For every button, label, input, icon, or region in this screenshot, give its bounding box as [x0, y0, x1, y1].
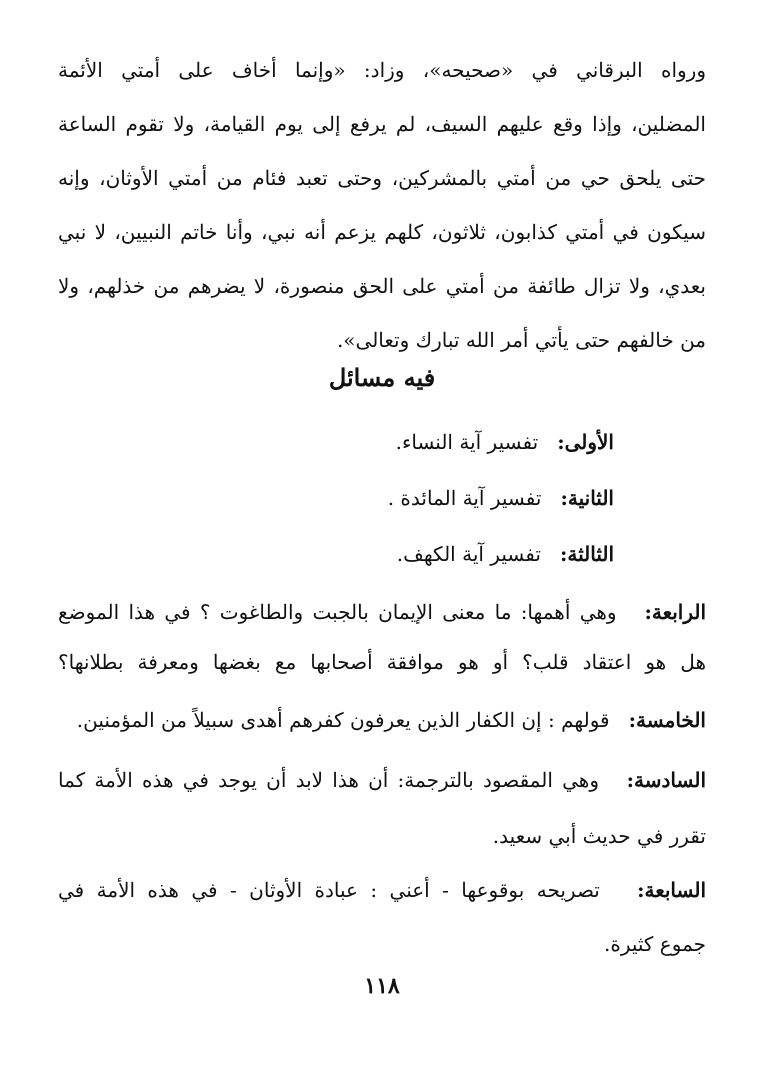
hadith-line-1: ورواه البرقاني في «صحيحه»، وزاد: «وإنما أخاف على أمتي الأئمة	[58, 58, 706, 82]
issue-text: تفسير آية الكهف.	[396, 542, 541, 566]
issue-text: تصريحه بوقوعها - أعني : عبادة الأوثان - في هذه الأمة في	[58, 878, 600, 902]
issue-7-line-1	[58, 866, 706, 914]
issue-7-line-2: جموع كثيرة.	[603, 932, 706, 956]
issue-6-line-2: تقرر في حديث أبي سعيد.	[492, 824, 706, 848]
hadith-line-3: حتى يلحق حي من أمتي بالمشركين، وحتى تعبد فئام من أمتي الأوثان، وإنه	[58, 166, 706, 190]
issue-text: وهي المقصود بالترجمة: أن هذا لابد أن يوجد في هذه الأمة كما	[58, 768, 599, 792]
issue-3	[58, 530, 614, 578]
issue-1	[58, 418, 614, 466]
issue-5	[58, 696, 706, 744]
issue-label: الثانية:	[560, 486, 614, 510]
section-heading: فيه مسائل	[328, 363, 436, 392]
hadith-line-5: بعدي، ولا تزال طائفة من أمتي على الحق منصورة، لا يضرهم من خذلهم، ولا	[58, 274, 706, 298]
issue-label: السادسة:	[626, 768, 706, 792]
issue-text: تفسير آية النساء.	[395, 430, 539, 454]
issue-text: قولهم : إن الكفار الذين يعرفون كفرهم أهدى سبيلاً من المؤمنين.	[76, 708, 610, 732]
issue-label: السابعة:	[637, 878, 706, 902]
issue-2	[58, 474, 614, 522]
book-page	[58, 28, 706, 1038]
issue-text: تفسير آية المائدة .	[387, 486, 542, 510]
issue-label: الرابعة:	[644, 600, 706, 624]
page-number: ١١٨	[364, 973, 400, 999]
hadith-line-6: من خالفهم حتى يأتي أمر الله تبارك وتعالى».	[336, 328, 706, 352]
issue-4-line-2: هل هو اعتقاد قلب؟ أو هو موافقة أصحابها مع بغضها ومعرفة بطلانها؟	[58, 650, 706, 674]
issue-label: الخامسة:	[628, 708, 706, 732]
issue-label: الثالثة:	[559, 542, 614, 566]
issue-6-line-1	[58, 756, 706, 804]
hadith-line-2: المضلين، وإذا وقع عليهم السيف، لم يرفع إلى يوم القيامة، ولا تقوم الساعة	[58, 112, 706, 136]
issue-label: الأولى:	[557, 430, 614, 454]
issue-text: وهي أهمها: ما معنى الإيمان بالجبت والطاغوت ؟ في هذا الموضع	[58, 600, 617, 624]
issue-4-line-1	[58, 588, 706, 636]
hadith-line-4: سيكون في أمتي كذابون، ثلاثون، كلهم يزعم أنه نبي، وأنا خاتم النبيين، لا نبي	[58, 220, 706, 244]
